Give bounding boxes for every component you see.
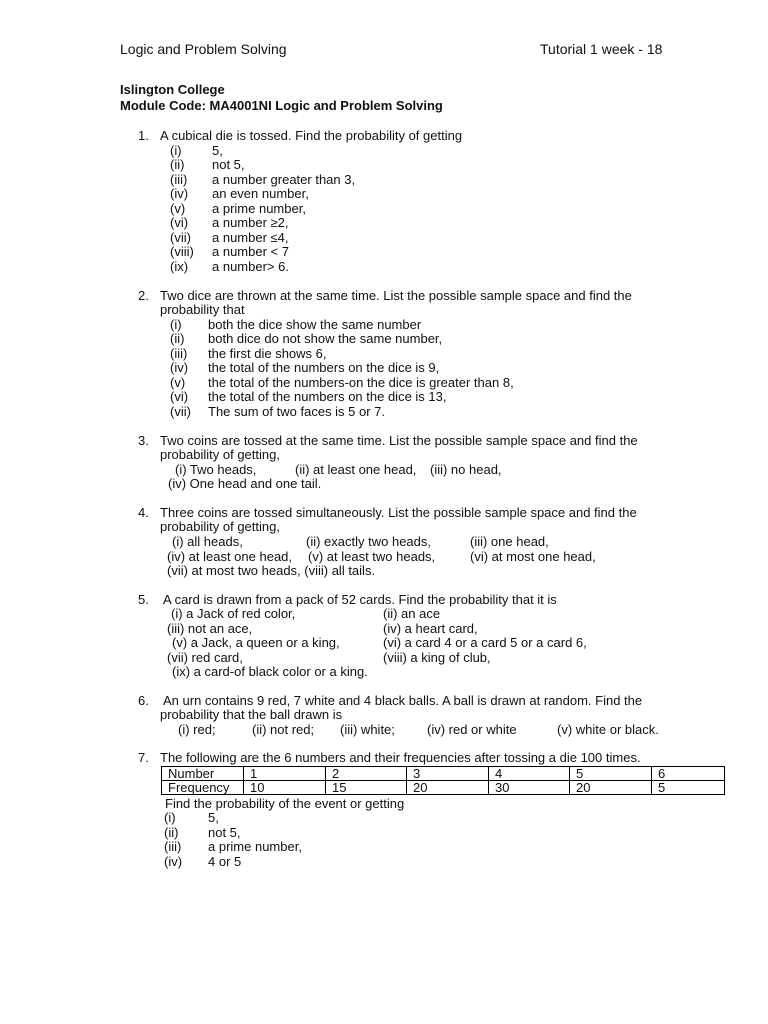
q2-item-text: the first die shows 6, xyxy=(208,346,327,361)
table-cell: 5 xyxy=(652,781,725,795)
q3-option: (iii) no head, xyxy=(430,462,502,477)
table-cell: 20 xyxy=(570,781,652,795)
q1-text: A cubical die is tossed. Find the probability of getting xyxy=(160,128,463,143)
q2-line2: probability that xyxy=(160,302,245,317)
q4-option: (i) all heads, xyxy=(172,534,243,549)
q2-item-label: (vi) xyxy=(170,389,189,404)
q2-number: 2. xyxy=(138,288,149,303)
q5-option: (viii) a king of club, xyxy=(383,650,491,665)
module-code: Module Code: MA4001NI Logic and Problem Solving xyxy=(120,98,443,113)
q4-option: (ii) exactly two heads, xyxy=(306,534,431,549)
q6-option: (ii) not red; xyxy=(252,722,315,737)
q2-line1: Two dice are thrown at the same time. List the possible sample space and find the xyxy=(160,288,632,303)
q2-item-text: The sum of two faces is 5 or 7. xyxy=(208,404,386,419)
table-cell: 2 xyxy=(326,767,407,781)
table-cell: 1 xyxy=(244,767,326,781)
table-cell: Number xyxy=(162,767,244,781)
table-cell: 15 xyxy=(326,781,407,795)
q3-line2: probability of getting, xyxy=(160,447,280,462)
q7-item-text: not 5, xyxy=(208,825,241,840)
q5-option: (v) a Jack, a queen or a king, xyxy=(172,635,340,650)
table-row xyxy=(162,781,725,795)
q1-item-label: (vii) xyxy=(170,230,191,245)
q1-item-label: (vi) xyxy=(170,215,189,230)
q6-option: (i) red; xyxy=(178,722,216,737)
q3-line1: Two coins are tossed at the same time. List the possible sample space and find the xyxy=(160,433,638,448)
table-cell: 20 xyxy=(407,781,489,795)
q6-option: (v) white or black. xyxy=(557,722,659,737)
table-cell: 3 xyxy=(407,767,489,781)
q2-item-label: (iv) xyxy=(170,360,189,375)
header-title: Logic and Problem Solving xyxy=(120,41,287,57)
q5-number: 5. xyxy=(138,592,149,607)
table-cell: Frequency xyxy=(162,781,244,795)
q5-line1: A card is drawn from a pack of 52 cards. Find the probability that it is xyxy=(163,592,557,607)
q6-line2: probability that the ball drawn is xyxy=(160,707,343,722)
q1-item-label: (ii) xyxy=(170,157,185,172)
q5-option: (ix) a card-of black color or a king. xyxy=(172,664,368,679)
q2-item-label: (vii) xyxy=(170,404,191,419)
q7-item-label: (i) xyxy=(164,810,176,825)
q2-item-text: the total of the numbers on the dice is 13, xyxy=(208,389,447,404)
q2-item-label: (ii) xyxy=(170,331,185,346)
q1-number: 1. xyxy=(138,128,149,143)
q1-item-text: a number ≤4, xyxy=(212,230,289,245)
q5-option: (iv) a heart card, xyxy=(383,621,478,636)
q4-option: (v) at least two heads, xyxy=(308,549,436,564)
q7-item-label: (ii) xyxy=(164,825,179,840)
q7-line1: The following are the 6 numbers and their frequencies after tossing a die 100 times. xyxy=(160,750,641,765)
frequency-table xyxy=(161,766,725,795)
college-name: Islington College xyxy=(120,82,225,97)
q5-option: (vii) red card, xyxy=(167,650,243,665)
q7-item-label: (iii) xyxy=(164,839,182,854)
q5-option: (vi) a card 4 or a card 5 or a card 6, xyxy=(383,635,587,650)
q1-item-text: not 5, xyxy=(212,157,245,172)
q2-item-label: (iii) xyxy=(170,346,188,361)
table-cell: 30 xyxy=(489,781,570,795)
q1-item-label: (i) xyxy=(170,143,182,158)
q1-item-text: a prime number, xyxy=(212,201,306,216)
q1-item-text: a number ≥2, xyxy=(212,215,289,230)
q2-item-text: the total of the numbers on the dice is 9, xyxy=(208,360,440,375)
q4-option: (iii) one head, xyxy=(470,534,549,549)
q1-item-label: (iv) xyxy=(170,186,189,201)
q1-item-text: a number < 7 xyxy=(212,244,289,259)
table-row xyxy=(162,767,725,781)
q3-option: (i) Two heads, xyxy=(175,462,257,477)
q7-item-text: 4 or 5 xyxy=(208,854,242,869)
q6-line1: An urn contains 9 red, 7 white and 4 black balls. A ball is drawn at random. Find the xyxy=(163,693,643,708)
q7-item-label: (iv) xyxy=(164,854,183,869)
q1-item-label: (ix) xyxy=(170,259,189,274)
q7-line2: Find the probability of the event or getting xyxy=(165,796,405,811)
q5-option: (ii) an ace xyxy=(383,606,441,621)
q4-line2: probability of getting, xyxy=(160,519,280,534)
q1-item-text: an even number, xyxy=(212,186,309,201)
q7-item-text: a prime number, xyxy=(208,839,302,854)
q2-item-text: the total of the numbers-on the dice is greater than 8, xyxy=(208,375,514,390)
q3-number: 3. xyxy=(138,433,149,448)
header-tutorial: Tutorial 1 week - 18 xyxy=(540,41,663,57)
q6-option: (iv) red or white xyxy=(427,722,517,737)
q4-option: (iv) at least one head, xyxy=(167,549,293,564)
q6-option: (iii) white; xyxy=(340,722,395,737)
q2-item-label: (i) xyxy=(170,317,182,332)
q4-line1: Three coins are tossed simultaneously. List the possible sample space and find the xyxy=(160,505,637,520)
q1-item-text: 5, xyxy=(212,143,223,158)
q2-item-text: both the dice show the same number xyxy=(208,317,422,332)
q6-number: 6. xyxy=(138,693,149,708)
table-cell: 6 xyxy=(652,767,725,781)
q4-option: (vii) at most two heads, (viii) all tails. xyxy=(167,563,376,578)
q1-item-text: a number greater than 3, xyxy=(212,172,356,187)
q1-item-label: (iii) xyxy=(170,172,188,187)
q1-item-text: a number> 6. xyxy=(212,259,289,274)
q3-option: (iv) One head and one tail. xyxy=(168,476,322,491)
table-cell: 10 xyxy=(244,781,326,795)
q2-item-text: both dice do not show the same number, xyxy=(208,331,443,346)
q3-option: (ii) at least one head, xyxy=(295,462,417,477)
q5-option: (iii) not an ace, xyxy=(167,621,253,636)
q1-item-label: (v) xyxy=(170,201,186,216)
q5-option: (i) a Jack of red color, xyxy=(171,606,296,621)
q2-item-label: (v) xyxy=(170,375,186,390)
q4-option: (vi) at most one head, xyxy=(470,549,596,564)
q1-item-label: (viii) xyxy=(170,244,194,259)
q7-number: 7. xyxy=(138,750,149,765)
q4-number: 4. xyxy=(138,505,149,520)
table-cell: 4 xyxy=(489,767,570,781)
table-cell: 5 xyxy=(570,767,652,781)
q7-item-text: 5, xyxy=(208,810,219,825)
